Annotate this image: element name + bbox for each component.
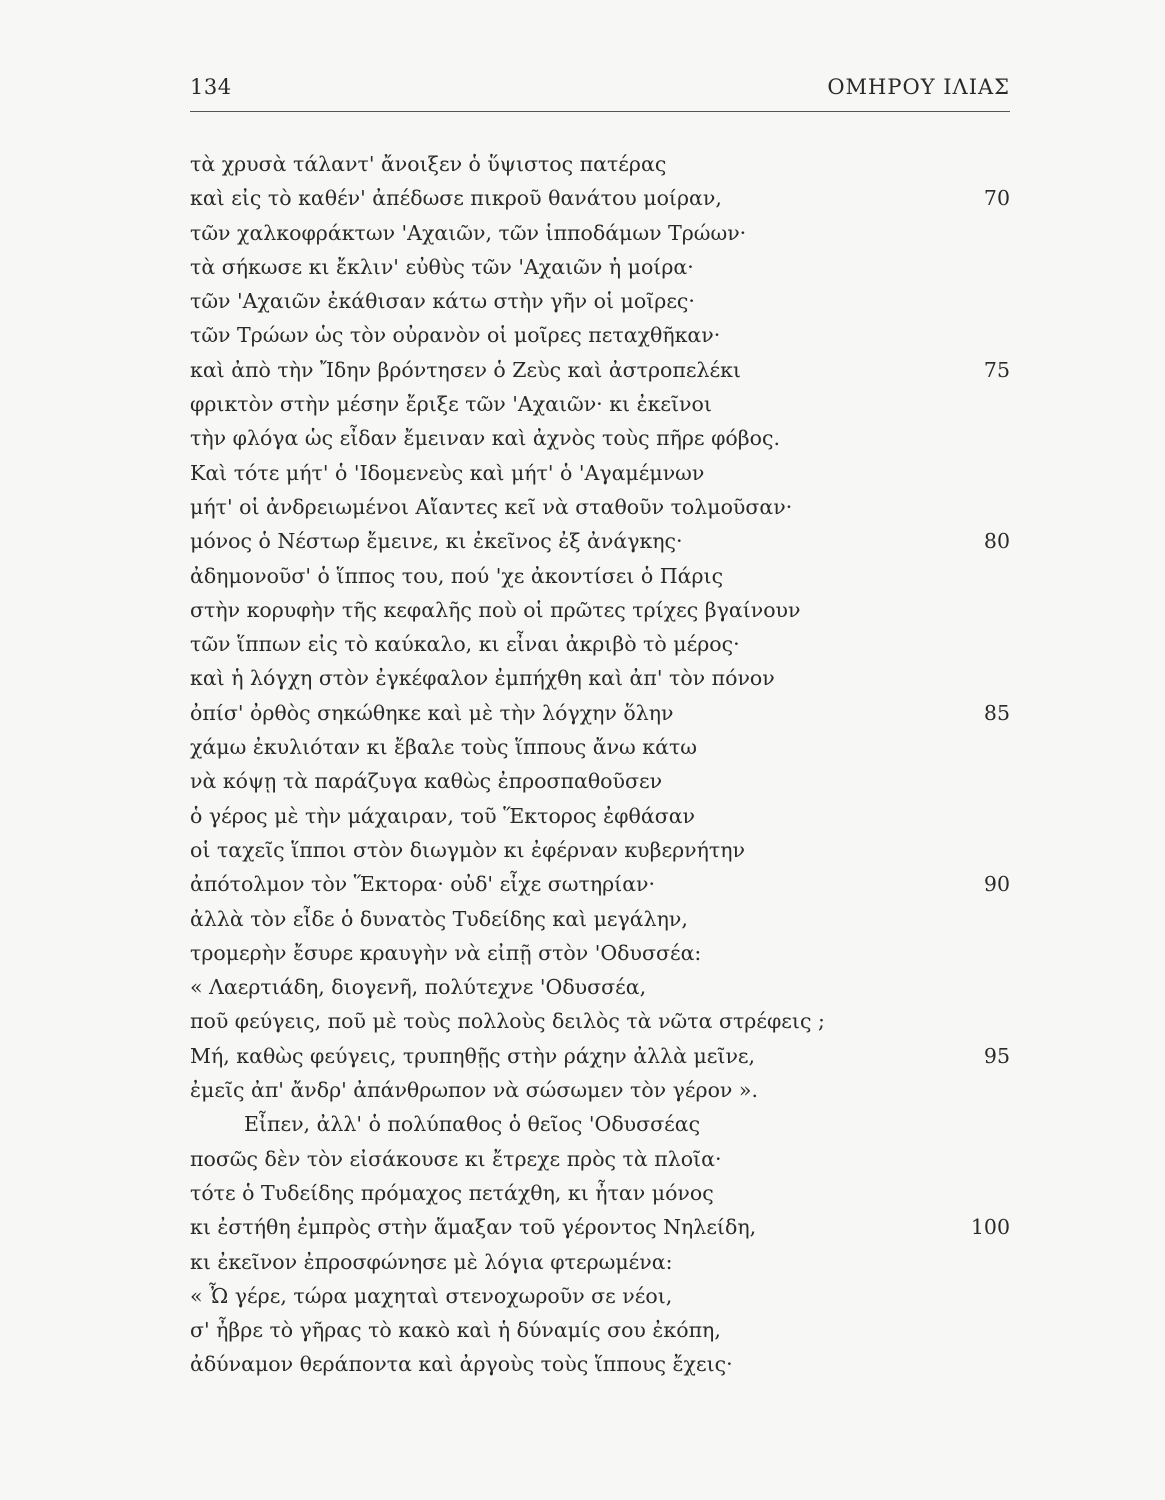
verse-text: κι ἐστήθη ἐμπρὸς στὴν ἅμαξαν τοῦ γέροντος Νηλείδη,: [190, 1215, 757, 1240]
verse-line: [190, 1176, 1020, 1210]
verse-line: [190, 1073, 1020, 1107]
verse-line: [190, 1004, 1020, 1038]
verse-text: ὀπίσ' ὀρθὸς σηκώθηκε καὶ μὲ τὴν λόγχην ὅλην: [190, 700, 674, 725]
verse-text: τῶν χαλκοφράκτων 'Αχαιῶν, τῶν ἱπποδάμων Τρώων·: [190, 220, 747, 245]
verse-text: τὴν φλόγα ὡς εἶδαν ἔμειναν καὶ ἀχνὸς τοὺς πῆρε φόβος.: [190, 426, 780, 451]
verse-line: [190, 833, 1020, 867]
line-number: 95: [983, 1043, 1010, 1068]
verse-line: [190, 661, 1020, 695]
verse-text: οἱ ταχεῖς ἵπποι στὸν διωγμὸν κι ἐφέρναν κυβερνήτην: [190, 837, 745, 862]
verse-text: κι ἐκεῖνον ἐπροσφώνησε μὲ λόγια φτερωμένα:: [190, 1249, 673, 1274]
verse-line: [190, 284, 1020, 318]
verse-text: καὶ εἰς τὸ καθέν' ἀπέδωσε πικροῦ θανάτου μοίραν,: [190, 186, 722, 211]
verse-line: [190, 696, 1020, 730]
verse-line: [190, 1245, 1020, 1279]
verse-line: [190, 730, 1020, 764]
verse-line: [190, 181, 1020, 215]
verse-line: [190, 147, 1020, 181]
verse-text: νὰ κόψῃ τὰ παράζυγα καθὼς ἐπροσπαθοῦσεν: [190, 769, 663, 794]
verse-line: [190, 559, 1020, 593]
verse-text: φρικτὸν στὴν μέσην ἔριξε τῶν 'Αχαιῶν· κι ἐκεῖνοι: [190, 392, 712, 417]
verse-text: τῶν Τρώων ὡς τὸν οὐρανὸν οἱ μοῖρες πεταχθῆκαν·: [190, 323, 721, 348]
verse-line: [190, 250, 1020, 284]
verse-text: ὁ γέρος μὲ τὴν μάχαιραν, τοῦ Ἕκτορος ἐφθάσαν: [190, 803, 696, 828]
verse-line: [190, 764, 1020, 798]
line-number: 80: [983, 529, 1010, 554]
verse-text: ἀδημονοῦσ' ὁ ἵππος του, πού 'χε ἀκοντίσει ὁ Πάρις: [190, 563, 724, 588]
verse-text: καὶ ἡ λόγχη στὸν ἐγκέφαλον ἐμπήχθη καὶ ἀπ' τὸν πόνον: [190, 666, 775, 691]
header-rule: [190, 111, 1010, 112]
verse-line: [190, 216, 1020, 250]
verse-text: ποσῶς δὲν τὸν εἰσάκουσε κι ἔτρεχε πρὸς τὰ πλοῖα·: [190, 1146, 722, 1171]
verse-text: τὰ σήκωσε κι ἔκλιν' εὐθὺς τῶν 'Αχαιῶν ἡ μοίρα·: [190, 254, 694, 279]
verse-text: μήτ' οἱ ἀνδρειωμένοι Αἴαντες κεῖ νὰ σταθοῦν τολμοῦσαν·: [190, 494, 793, 519]
verse-text: τρομερὴν ἔσυρε κραυγὴν νὰ εἰπῇ στὸν 'Οδυσσέα:: [190, 940, 702, 965]
verse-line: [190, 1347, 1020, 1381]
verse-text: ποῦ φεύγεις, ποῦ μὲ τοὺς πολλοὺς δειλὸς τὰ νῶτα στρέφεις ;: [190, 1009, 825, 1034]
verse-text: Εἶπεν, ἀλλ' ὁ πολύπαθος ὁ θεῖος 'Οδυσσέας: [244, 1112, 701, 1137]
verse-text: ἐμεῖς ἀπ' ἄνδρ' ἀπάνθρωπον νὰ σώσωμεν τὸν γέρον ».: [190, 1078, 758, 1103]
verse-text: Καὶ τότε μήτ' ὁ 'Ιδομενεὺς καὶ μήτ' ὁ 'Αγαμέμνων: [190, 460, 705, 485]
verse-text: « Λαερτιάδη, διογενῆ, πολύτεχνε 'Οδυσσέα,: [190, 975, 647, 1000]
verse-line: [190, 1279, 1020, 1313]
verse-line: [190, 867, 1020, 901]
verse-line: [190, 490, 1020, 524]
verse-line: [190, 387, 1020, 421]
verse-line: [190, 421, 1020, 455]
verse-text: « Ὦ γέρε, τώρα μαχηταὶ στενοχωροῦν σε νέοι,: [190, 1283, 673, 1308]
running-title: ΟΜΗΡΟΥ ΙΛΙΑΣ: [827, 75, 1010, 99]
verse-text: τὰ χρυσὰ τάλαντ' ἄνοιξεν ὁ ὕψιστος πατέρας: [190, 152, 667, 176]
verse-line: [190, 1039, 1020, 1073]
verse-text: τότε ὁ Τυδείδης πρόμαχος πετάχθη, κι ἦταν μόνος: [190, 1180, 714, 1205]
verse-text: χάμω ἐκυλιόταν κι ἔβαλε τοὺς ἵππους ἄνω κάτω: [190, 735, 698, 760]
verse-text: τῶν 'Αχαιῶν ἐκάθισαν κάτω στὴν γῆν οἱ μοῖρες·: [190, 289, 695, 314]
verse-line: [190, 1210, 1020, 1244]
verse-text: ἀδύναμον θεράποντα καὶ ἀργοὺς τοὺς ἵππους ἔχεις·: [190, 1352, 733, 1377]
verse-text: Μή, καθὼς φεύγεις, τρυπηθῇς στὴν ράχην ἀλλὰ μεῖνε,: [190, 1043, 756, 1068]
verse-text: ἀλλὰ τὸν εἶδε ὁ δυνατὸς Τυδείδης καὶ μεγάλην,: [190, 906, 688, 931]
verse-line: [190, 970, 1020, 1004]
verse-text: τῶν ἵππων εἰς τὸ καύκαλο, κι εἶναι ἀκριβὸ τὸ μέρος·: [190, 632, 740, 657]
line-number: 100: [970, 1215, 1010, 1240]
verse-line: [190, 902, 1020, 936]
page-header: [190, 75, 1010, 105]
verse-line: [190, 318, 1020, 352]
verse-text: ἀπότολμον τὸν Ἕκτορα· οὐδ' εἶχε σωτηρίαν·: [190, 872, 656, 897]
verse-line: [190, 524, 1020, 558]
verse-text: σ' ἦβρε τὸ γῆρας τὸ κακὸ καὶ ἡ δύναμίς σου ἐκόπη,: [190, 1318, 721, 1343]
line-number: 75: [983, 357, 1010, 382]
verse-line: [190, 1107, 1020, 1141]
poem-text: [190, 147, 1020, 1382]
page-number: 134: [190, 75, 232, 99]
verse-line: [190, 936, 1020, 970]
verse-line: [190, 627, 1020, 661]
verse-text: μόνος ὁ Νέστωρ ἔμεινε, κι ἐκεῖνος ἐξ ἀνάγκης·: [190, 529, 683, 554]
line-number: 90: [983, 872, 1010, 897]
line-number: 70: [983, 186, 1010, 211]
verse-line: [190, 593, 1020, 627]
verse-line: [190, 456, 1020, 490]
verse-line: [190, 1313, 1020, 1347]
verse-line: [190, 799, 1020, 833]
verse-text: στὴν κορυφὴν τῆς κεφαλῆς ποὺ οἱ πρῶτες τρίχες βγαίνουν: [190, 597, 801, 622]
verse-line: [190, 1142, 1020, 1176]
verse-line: [190, 353, 1020, 387]
verse-text: καὶ ἀπὸ τὴν Ἴδην βρόντησεν ὁ Ζεὺς καὶ ἀστροπελέκι: [190, 357, 741, 382]
line-number: 85: [983, 700, 1010, 725]
